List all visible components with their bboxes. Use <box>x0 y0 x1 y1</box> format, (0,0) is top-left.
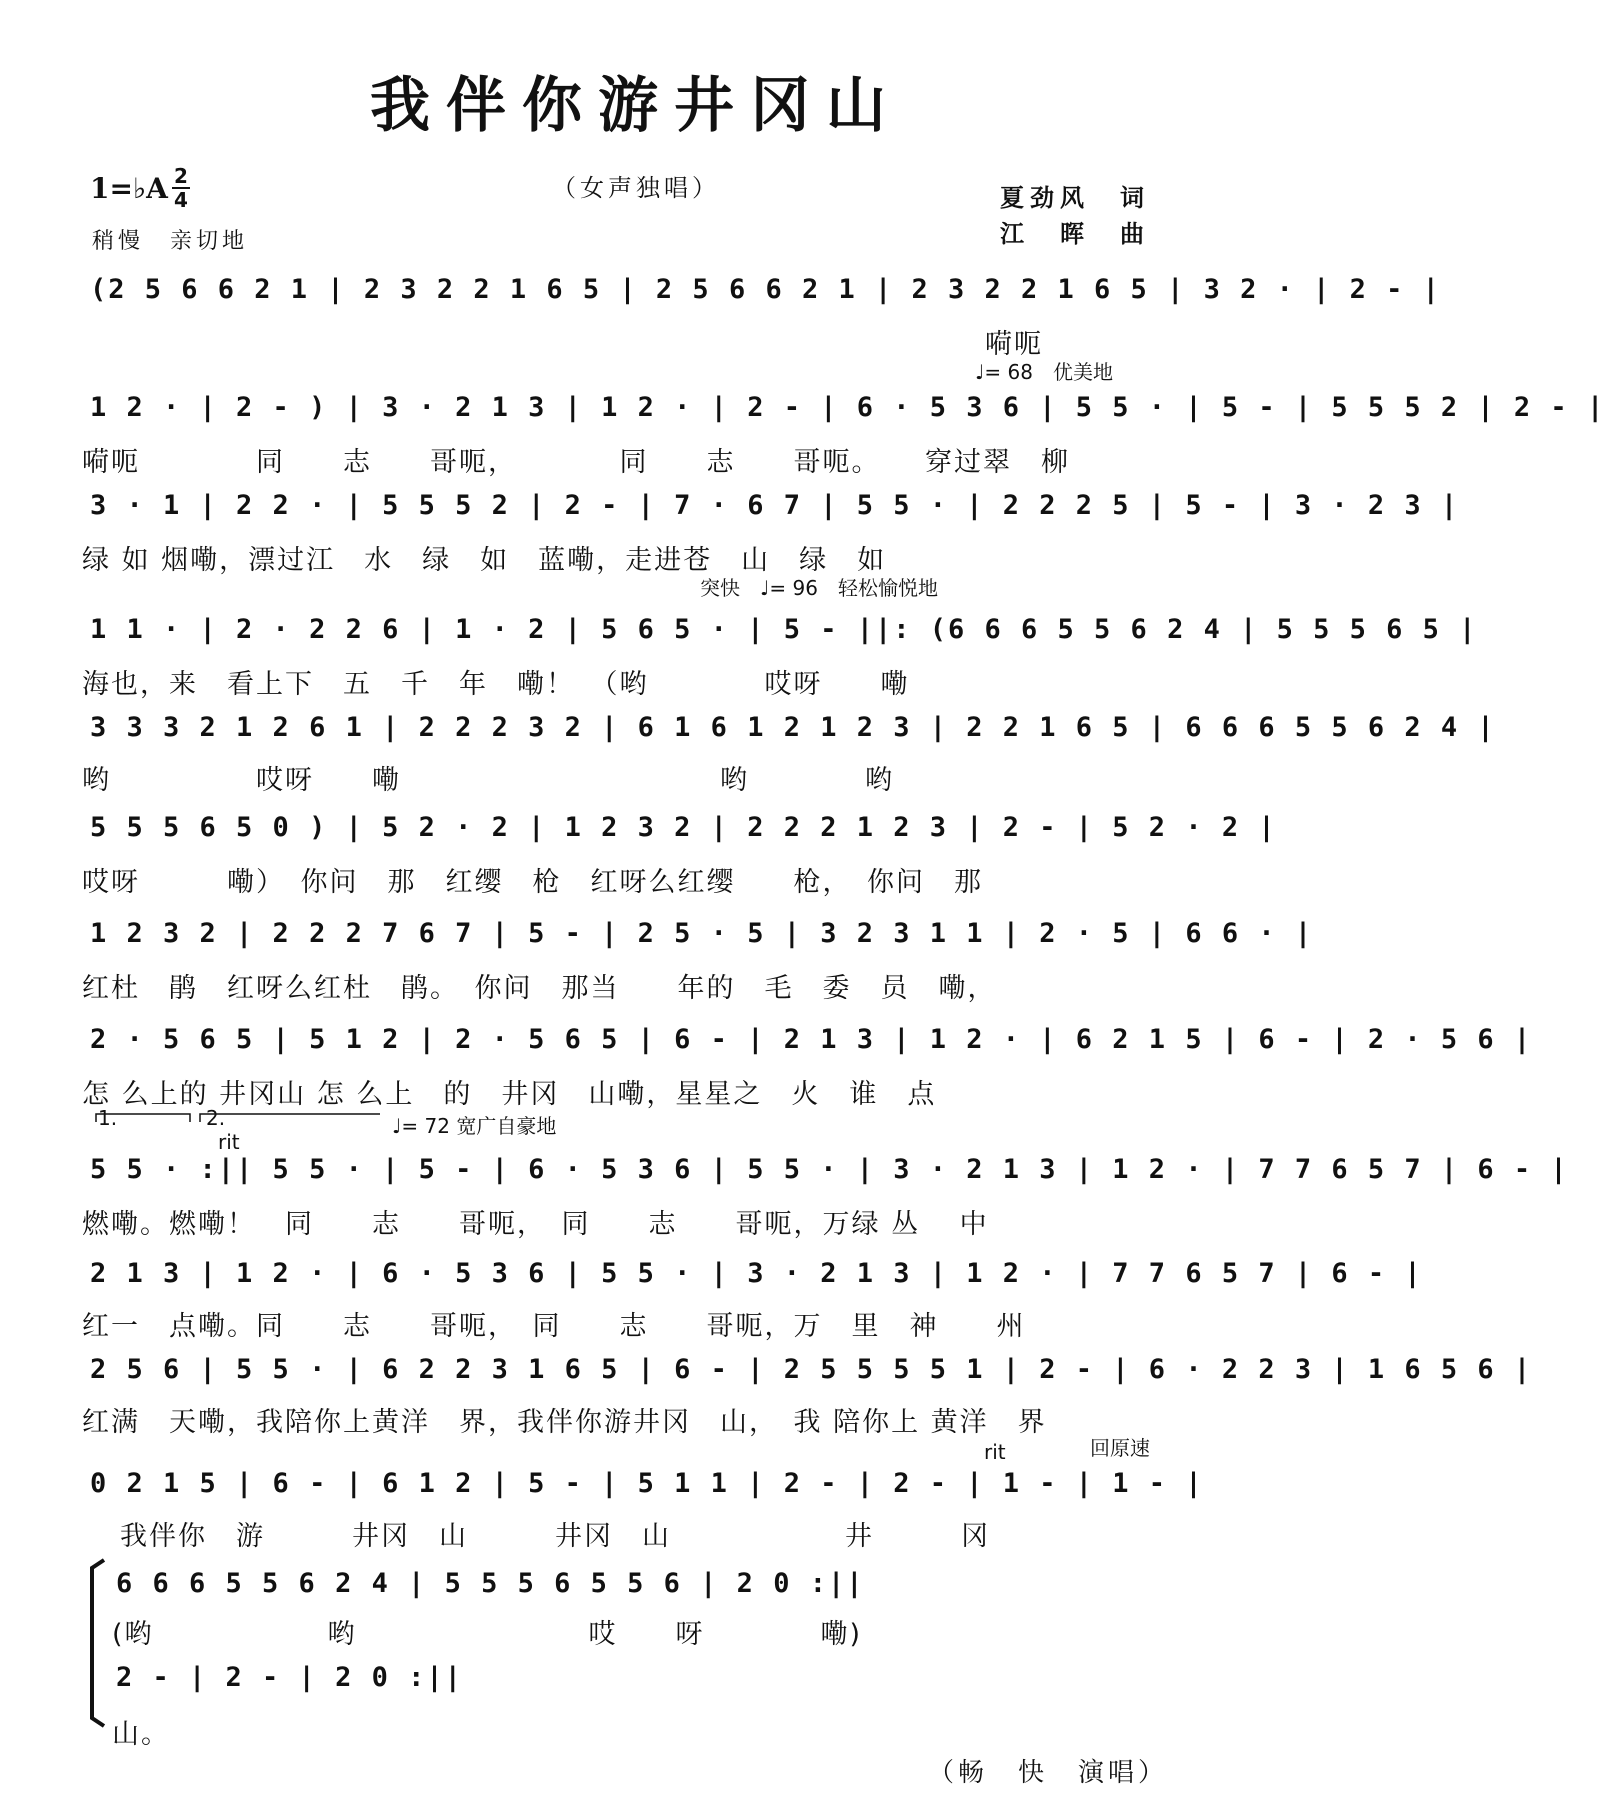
lyrics-row-11: 红满 天嘞，我陪你上黄洋 界，我伴你游井冈 山， 我 陪你上 黄洋 界 <box>82 1407 1047 1438</box>
lyricist-credit: 夏劲风 词 <box>1000 184 1150 212</box>
rit-marking-2: rit <box>984 1440 1006 1464</box>
notation-row-6: 5 5 5 6 5 0 ) | 5 2 · 2 | 1 2 3 2 | 2 2 2 1 2 3 | 2 - | 5 2 · 2 | <box>90 812 1277 843</box>
tempo-68-marking: ♩= 68 优美地 <box>975 360 1113 384</box>
notation-row-8: 2 · 5 6 5 | 5 1 2 | 2 · 5 6 5 | 6 - | 2 1 3 | 1 2 · | 6 2 1 5 | 6 - | 2 · 5 6 | <box>90 1024 1533 1055</box>
lyrics-row-5: 哟 哎呀 嘞 哟 哟 <box>82 765 894 796</box>
tempo-marking: 稍慢 亲切地 <box>92 229 249 254</box>
tempo-96-marking: 突快 ♩= 96 轻松愉悦地 <box>700 576 938 600</box>
lyrics-row-2: 嗬呃 同 志 哥呃， 同 志 哥呃。 穿过翠 柳 <box>82 447 1070 478</box>
performer-credit: （畅 快 演唱） <box>928 1758 1169 1788</box>
subtitle: （女声独唱） <box>552 174 720 202</box>
lyrics-row-3: 绿 如 烟嘞，漂过江 水 绿 如 蓝嘞，走进苍 山 绿 如 <box>82 545 887 576</box>
lyrics-row-8: 怎 么上的 井冈山 怎 么上 的 井冈 山嘞，星星之 火 谁 点 <box>82 1079 937 1110</box>
lyrics-row-6: 哎呀 嘞） 你问 那 红缨 枪 红呀么红缨 枪， 你问 那 <box>82 867 983 898</box>
notation-row-7: 1 2 3 2 | 2 2 2 7 6 7 | 5 - | 2 5 · 5 | 3 2 3 1 1 | 2 · 5 | 6 6 · | <box>90 918 1314 949</box>
notation-row-1: (2 5 6 6 2 1 | 2 3 2 2 1 6 5 | 2 5 6 6 2 1 | 2 3 2 2 1 6 5 | 3 2 · | 2 - | <box>90 274 1441 305</box>
time-signature-bottom: 4 <box>174 188 188 212</box>
notation-row-4: 1 1 · | 2 · 2 2 6 | 1 · 2 | 5 6 5 · | 5 - ||: (6 6 6 5 5 6 2 4 | 5 5 5 6 5 | <box>90 614 1478 645</box>
notation-row-9: 5 5 · :|| 5 5 · | 5 - | 6 · 5 3 6 | 5 5 · | 3 · 2 1 3 | 1 2 · | 7 7 6 5 7 | 6 - | <box>90 1154 1569 1185</box>
lyrics-row-13: (哟 哟 哎 呀 嘞) <box>112 1619 863 1650</box>
rit-marking: rit <box>218 1130 240 1154</box>
notation-row-2: 1 2 · | 2 - ) | 3 · 2 1 3 | 1 2 · | 2 - | 6 · 5 3 6 | 5 5 · | 5 - | 5 5 5 2 | 2 - | <box>90 392 1605 423</box>
notation-row-5: 3 3 3 2 1 2 6 1 | 2 2 2 3 2 | 6 1 6 1 2 1 2 3 | 2 2 1 6 5 | 6 6 6 5 5 6 2 4 | <box>90 712 1496 743</box>
lyrics-row-9: 燃嘞。燃嘞！ 同 志 哥呃， 同 志 哥呃，万绿 丛 中 <box>82 1209 989 1240</box>
ending-2-label: 2. <box>206 1106 226 1130</box>
lyrics-row-14: 山。 <box>112 1719 170 1750</box>
notation-row-13: 6 6 6 5 5 6 2 4 | 5 5 5 6 5 5 6 | 2 0 :|| <box>116 1568 865 1599</box>
notation-row-12: 0 2 1 5 | 6 - | 6 1 2 | 5 - | 5 1 1 | 2 - | 2 - | 1 - | 1 - | <box>90 1468 1204 1499</box>
lyrics-row-10: 红一 点嘞。同 志 哥呃， 同 志 哥呃，万 里 神 州 <box>82 1311 1026 1342</box>
a-tempo-marking: 回原速 <box>1090 1436 1150 1460</box>
notation-row-14: 2 - | 2 - | 2 0 :|| <box>116 1662 463 1693</box>
composer-credit: 江 晖 曲 <box>1000 220 1150 248</box>
lyrics-row-4: 海也，来 看上下 五 千 年 嘞！ （哟 哎呀 嘞 <box>82 669 910 700</box>
lyrics-row-7: 红杜 鹃 红呀么红杜 鹃。 你问 那当 年的 毛 委 员 嘞， <box>82 973 997 1004</box>
lyrics-row-1: 嗬呃 <box>985 329 1043 360</box>
tempo-72-marking: ♩= 72 宽广自豪地 <box>392 1114 557 1138</box>
time-signature-top: 2 <box>174 164 188 188</box>
ending-1-label: 1. <box>98 1106 118 1130</box>
song-title: 我伴你游井冈山 <box>370 71 902 141</box>
notation-row-11: 2 5 6 | 5 5 · | 6 2 2 3 1 6 5 | 6 - | 2 5 5 5 5 1 | 2 - | 6 · 2 2 3 | 1 6 5 6 | <box>90 1354 1533 1385</box>
key-signature: 1=♭A <box>90 172 168 205</box>
lyrics-row-12: 我伴你 游 井冈 山 井冈 山 井 冈 <box>120 1521 990 1552</box>
notation-row-10: 2 1 3 | 1 2 · | 6 · 5 3 6 | 5 5 · | 3 · 2 1 3 | 1 2 · | 7 7 6 5 7 | 6 - | <box>90 1258 1423 1289</box>
notation-row-3: 3 · 1 | 2 2 · | 5 5 5 2 | 2 - | 7 · 6 7 | 5 5 · | 2 2 2 5 | 5 - | 3 · 2 3 | <box>90 490 1460 521</box>
